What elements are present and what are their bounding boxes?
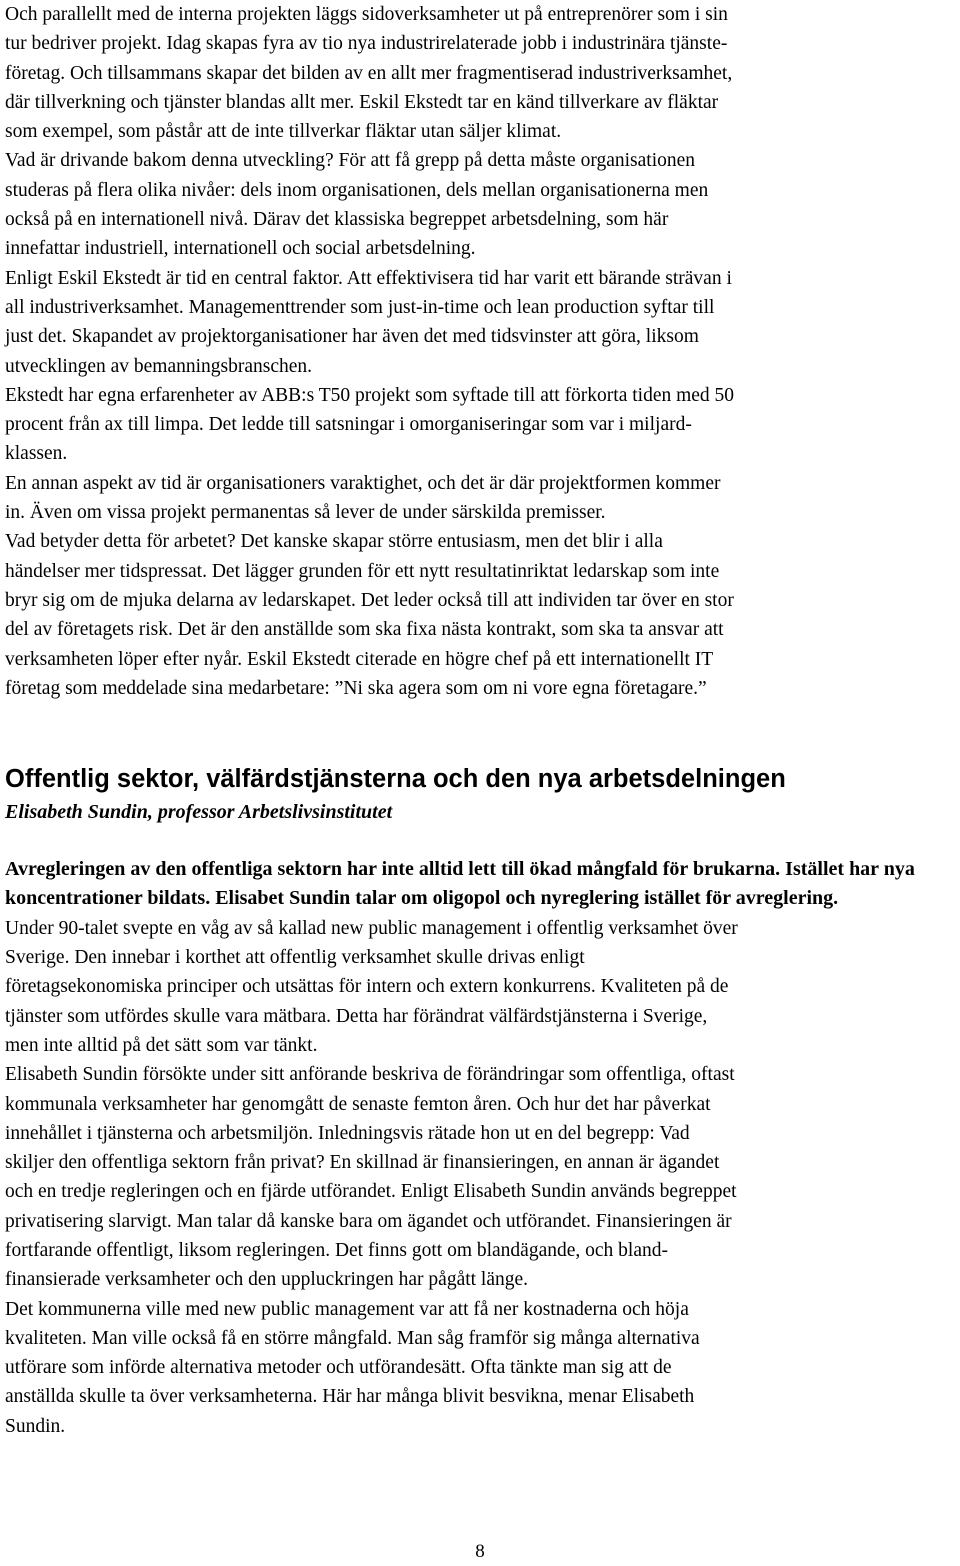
paragraph-tid-central-faktor: Enligt Eskil Ekstedt är tid en central faktor. Att effektivisera tid har varit ett bärande strävan i all industriverksamhet. Managementtrender som just-in-time och lean production syftar till just det. Skapandet av projektorganisationer har även det med tidsvinster att göra, liksom utvecklingen av bemanningsbranschen.	[5, 267, 732, 377]
paragraph-forandringar: Elisabeth Sundin försökte under sitt anförande beskriva de förändringar som offentliga, oftast kommunala verksamheter har genomgått de senaste femton åren. Och hur det har påverkat innehållet i tjänsterna och arbetsmiljön. Inledningsvis rätade hon ut en del begrepp: Vad skiljer den offentliga sektorn från privat? En skillnad är finansieringen, en annan är ägandet och en tredje regleringen och en fjärde utförandet. Enligt Elisabeth Sundin används begreppet privatisering slarvigt. Man talar då kanske bara om ägandet och utförandet. Finansieringen är fortfarande offentligt, liksom regleringen. Det finns gott om blandägande, och bland- finansierade verksamheter och den uppluckringen har pågått länge.	[5, 1064, 737, 1291]
section-heading: Offentlig sektor, välfärdstjänsterna och den nya arbetsdelningen	[5, 765, 786, 794]
lead-paragraph: Avregleringen av den offentliga sektorn har inte alltid lett till ökad mångfald för brukarna. Istället har nya koncentrationer bildats. Elisabet Sundin talar om oligopol och nyreglering istället för avreglering.	[5, 858, 915, 910]
section-spacer	[5, 703, 960, 761]
document-page	[5, 0, 960, 1441]
author-byline: Elisabeth Sundin, professor Arbetslivsinstitutet	[5, 801, 393, 824]
paragraph-drivande-utveckling: Vad är drivande bakom denna utveckling? För att få grepp på detta måste organisationen studeras på flera olika nivåer: dels inom organisationen, dels mellan organisationerna men också på en internationell nivå. Därav det klassiska begreppet arbetsdelning, som här innefattar industriell, internationell och social arbetsdelning.	[5, 150, 709, 260]
lead-spacer	[5, 827, 960, 855]
paragraph-varaktighet: En annan aspekt av tid är organisationers varaktighet, och det är där projektformen kommer in. Även om vissa projekt permanentas så lever de under särskilda premisser.	[5, 472, 721, 524]
page-number: 8	[475, 1541, 485, 1562]
paragraph-abb-t50: Ekstedt har egna erfarenheter av ABB:s T50 projekt som syftade till att förkorta tiden med 50 procent från ax till limpa. Det ledde till satsningar i omorganiseringar som var i miljard- klassen.	[5, 384, 735, 465]
paragraph-kommunerna: Det kommunerna ville med new public management var att få ner kostnaderna och höja kvaliteten. Man ville också få en större mångfald. Man såg framför sig många alternativa utförare som införde alternativa metoder och utförandesätt. Ofta tänkte man sig att de anställda skulle ta över verksamheterna. Här har många blivit besvikna, menar Elisabeth Sundin.	[5, 1298, 700, 1437]
paragraph-new-public-management: Under 90-talet svepte en våg av så kallad new public management i offentlig verksamhet över Sverige. Den innebar i korthet att offentlig verksamhet skulle drivas enligt företagsekonomiska principer och utsättas för intern och extern konkurrens. Kvaliteten på de tjänster som utfördes skulle vara mätbara. Detta har förändrat välfärdstjänsterna i Sverige, men inte alltid på det sätt som var tänkt.	[5, 917, 738, 1056]
paragraph-parallella-projekt: Och parallellt med de interna projekten läggs sidoverksamheter ut på entreprenörer som i sin tur bedriver projekt. Idag skapas fyra av tio nya industrirelaterade jobb i industrinära tjänste- företag. Och tillsammans skapar det bilden av en allt mer fragmentiserad industriverksamhet, där tillverkning och tjänster blandas allt mer. Eskil Ekstedt tar en känd tillverkare av fläktar som exempel, som påstår att de inte tillverkar fläktar utan säljer klimat.	[5, 4, 733, 143]
paragraph-arbetet: Vad betyder detta för arbetet? Det kanske skapar större entusiasm, men det blir i alla händelser mer tidspressat. Det lägger grunden för ett nytt resultatinriktat ledarskap som inte bryr sig om de mjuka delarna av ledarskapet. Det leder också till att individen tar över en stor del av företagets risk. Det är den anställde som ska fixa nästa kontrakt, som ska ta ansvar att verksamheten löper efter nyår. Eskil Ekstedt citerade en högre chef på ett internationellt IT företag som meddelade sina medarbetare: ”Ni ska agera som om ni vore egna företagare.”	[5, 531, 734, 699]
